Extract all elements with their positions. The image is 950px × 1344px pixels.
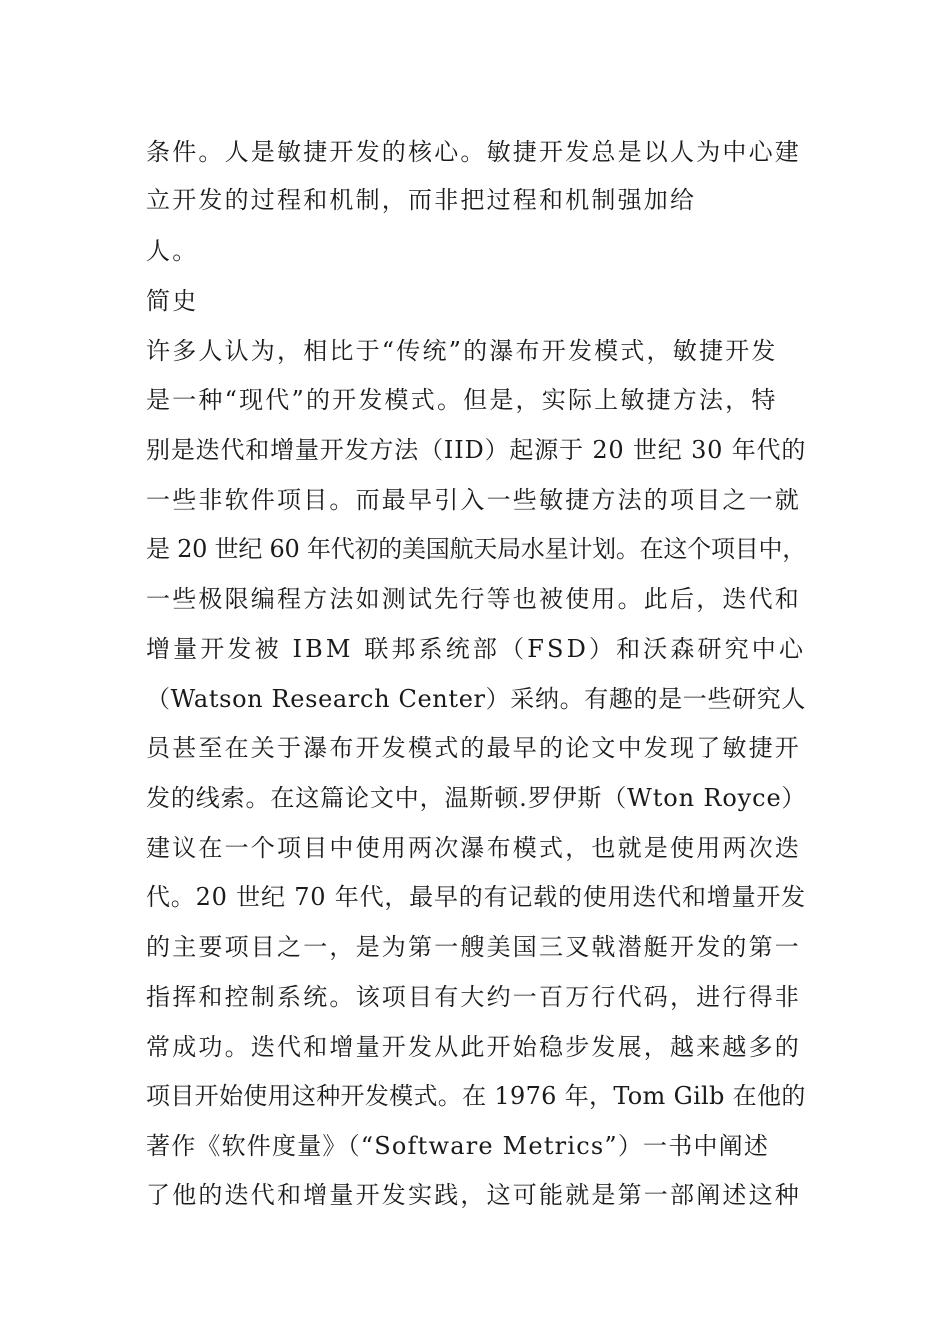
text-line: 一些极限编程方法如测试先行等也被使用。此后，迭代和 <box>146 585 801 613</box>
text-line: 是一种“现代”的开发模式。但是，实际上敏捷方法，特 <box>146 386 778 414</box>
text-line: 立开发的过程和机制，而非把过程和机制强加给 <box>146 186 697 214</box>
text-line: 了他的迭代和增量开发实践，这可能就是第一部阐述这种 <box>146 1181 801 1209</box>
text-line: 一些非软件项目。而最早引入一些敏捷方法的项目之一就 <box>146 486 801 514</box>
text-line: 代。20 世纪 70 年代，最早的有记载的使用迭代和增量开发 <box>146 883 806 911</box>
text-line: 的主要项目之一，是为第一艘美国三叉戟潜艇开发的第一 <box>146 933 801 961</box>
text-line: 增量开发被 IBM 联邦系统部（FSD）和沃森研究中心 <box>146 635 807 663</box>
text-line: 著作《软件度量》（“Software Metrics”）一书中阐述 <box>146 1132 770 1160</box>
text-line: 许多人认为，相比于“传统”的瀑布开发模式，敏捷开发 <box>146 337 778 365</box>
text-line: 是 20 世纪 60 年代初的美国航天局水星计划。在这个项目中， <box>146 535 806 563</box>
text-line: 人。 <box>146 237 199 265</box>
text-line: （Watson Research Center）采纳。有趣的是一些研究人 <box>146 685 807 713</box>
text-line: 指挥和控制系统。该项目有大约一百万行代码，进行得非 <box>146 983 801 1011</box>
text-line: 员甚至在关于瀑布开发模式的最早的论文中发现了敏捷开 <box>146 734 801 762</box>
section-heading: 简史 <box>146 287 199 315</box>
text-line: 建议在一个项目中使用两次瀑布模式，也就是使用两次迭 <box>146 834 801 862</box>
text-line: 项目开始使用这种开发模式。在 1976 年，Tom Gilb 在他的 <box>146 1082 806 1110</box>
text-line: 常成功。迭代和增量开发从此开始稳步发展，越来越多的 <box>146 1033 801 1061</box>
text-line: 别是迭代和增量开发方法（IID）起源于 20 世纪 30 年代的 <box>146 436 807 464</box>
text-line: 发的线索。在这篇论文中，温斯顿.罗伊斯（Wton Royce） <box>146 784 807 812</box>
text-line: 条件。人是敏捷开发的核心。敏捷开发总是以人为中心建 <box>146 138 801 166</box>
